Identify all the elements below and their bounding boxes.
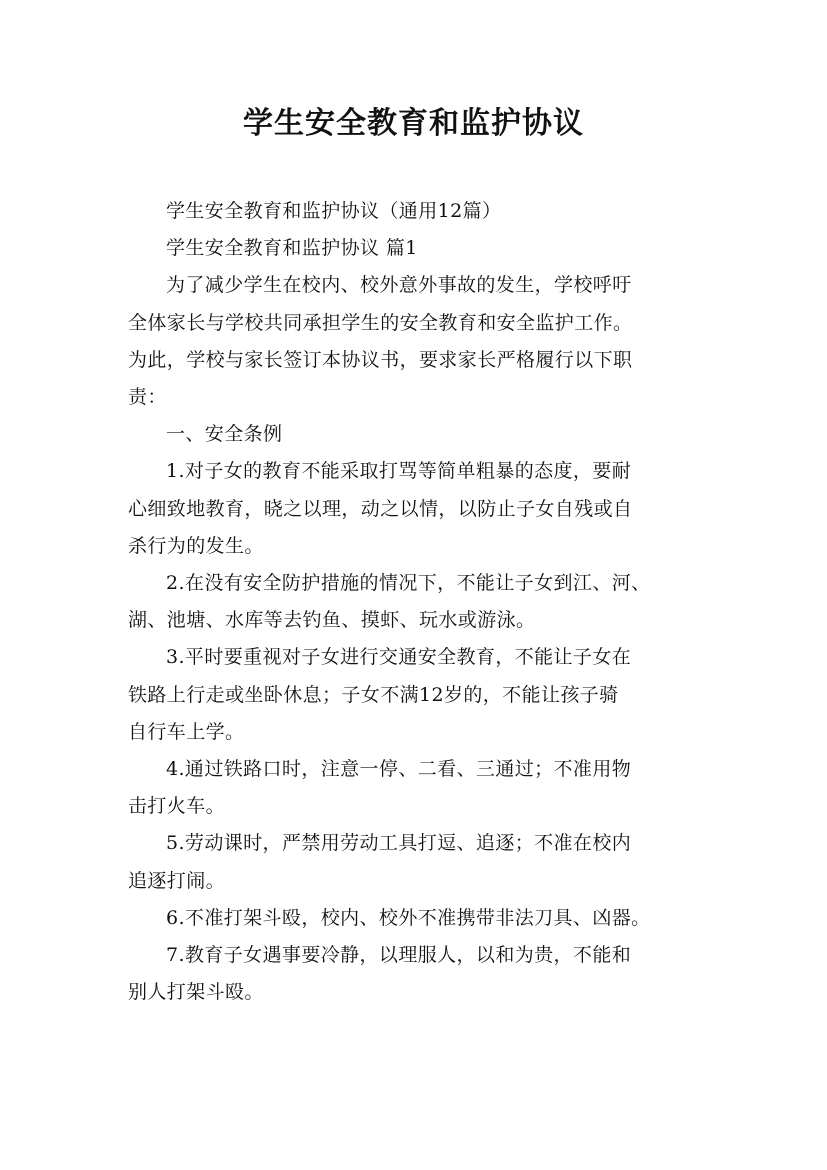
rule-item: 4.通过铁路口时，注意一停、二看、三通过；不准用物 击打火车。 [128,758,632,818]
document-body [128,193,704,1011]
section-title: 一、安全条例 [166,423,283,446]
intro-paragraph: 为了减少学生在校内、校外意外事故的发生，学校呼吁 全体家长与学校共同承担学生的安全教育和安全监护工作。 为此，学校与家长签订本协议书，要求家长严格履行以下职 责： [128,274,633,409]
rule-item: 3.平时要重视对子女进行交通安全教育，不能让子女在 铁路上行走或坐卧休息；子女不满12岁的，不能让孩子骑 自行车上学。 [128,646,632,743]
rule-item: 7.教育子女遇事要冷静，以理服人，以和为贵，不能和 别人打架斗殴。 [128,944,632,1004]
rule-item: 5.劳动课时，严禁用劳动工具打逗、追逐；不准在校内 追逐打闹。 [128,832,632,892]
section-heading: 学生安全教育和监护协议 篇1 [166,237,418,260]
rule-item: 6.不准打架斗殴，校内、校外不准携带非法刀具、凶器。 [166,906,651,929]
rule-item: 1.对子女的教育不能采取打骂等简单粗暴的态度，要耐 心细致地教育，晓之以理，动之以情，以防止子女自残或自 杀行为的发生。 [128,460,633,557]
document-title: 学生安全教育和监护协议 [243,106,584,141]
document-subtitle: 学生安全教育和监护协议（通用12篇） [166,200,502,222]
rule-item: 2.在没有安全防护措施的情况下，不能让子女到江、河、 湖、池塘、水库等去钓鱼、摸虾、玩水或游泳。 [128,572,651,632]
